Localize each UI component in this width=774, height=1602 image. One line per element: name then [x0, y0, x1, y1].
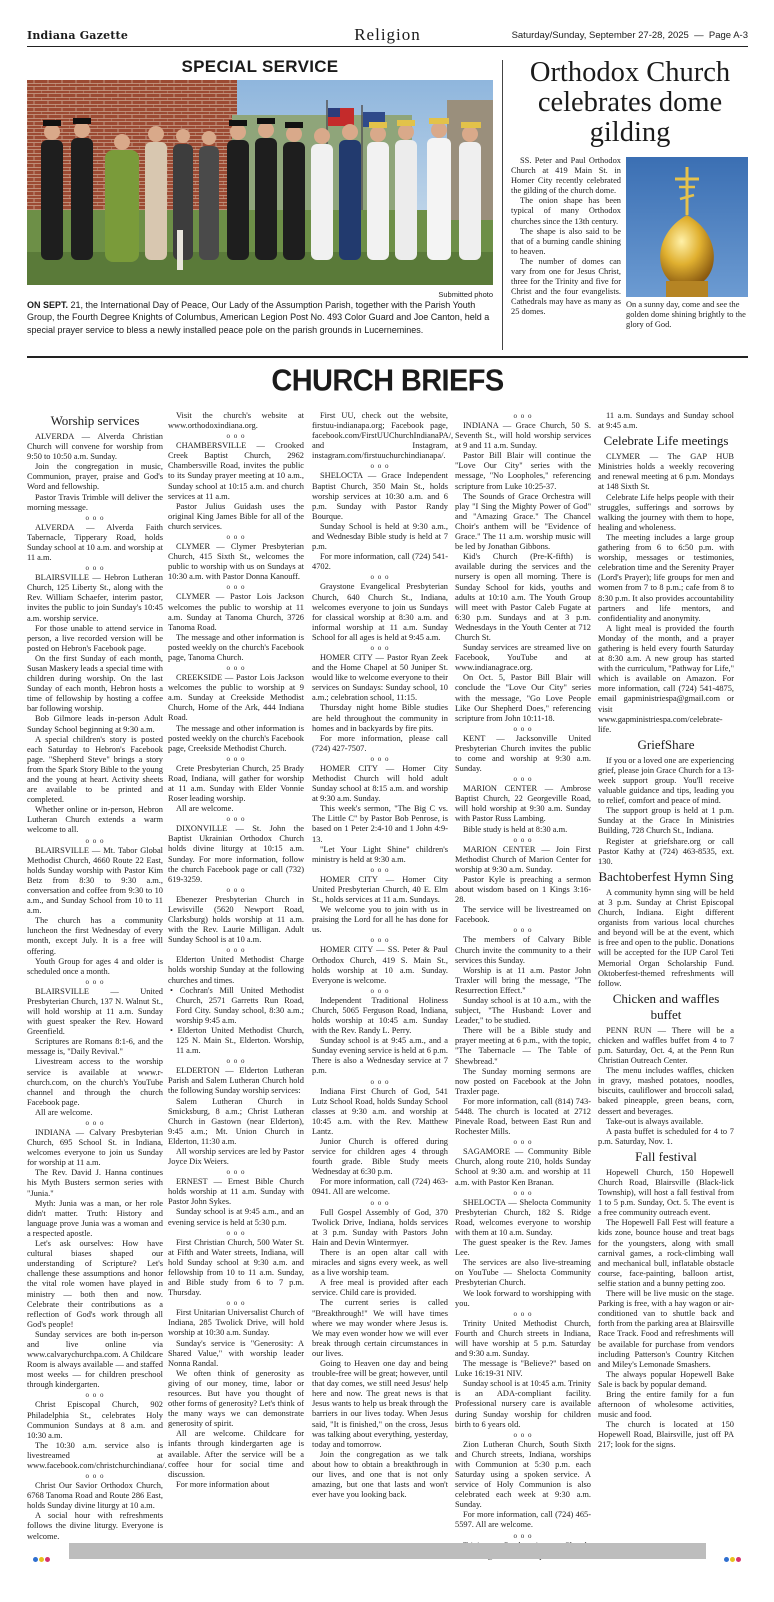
brief-separator: o o o [513, 1430, 533, 1439]
brief-separator: o o o [226, 815, 246, 824]
brief-paragraph: Sunday School is held at 9:30 a.m., and Wednesday Bible study is held at 7 p.m. [312, 521, 448, 552]
brief-paragraph: There will be live music on the stage. Parking is free, with a hay wagon or air-conditioned van to shuttle back and forth from the parking area at Blairsville Race Track. Food and refreshments will be available for purchase from vendors including Patterson's Country Kitchen and Miley's Lemonade Smashers. [598, 1289, 734, 1369]
brief-paragraph: Take-out is always available. [606, 1116, 704, 1126]
brief-paragraph: Sunday's service is "Generosity: A Shared Value," with worship leader Nonna Randal. [168, 1338, 304, 1368]
brief-paragraph: The message and other information is posted weekly on the church's Facebook page, Tanoma Church. [168, 632, 304, 662]
brief-separator: o o o [85, 836, 105, 845]
brief-paragraph: ALVERDA — Alverda Faith Tabernacle, Tipperary Road, holds Sunday school at 10 a.m. and worship at 11 a.m. [27, 522, 163, 563]
brief-paragraph: Register at griefshare.org or call Pastor Kathy at (724) 463-8535, ext. 130. [598, 836, 734, 866]
brief-paragraph: Ebenezer Presbyterian Church in Lewisville (5620 Newport Road, Clarksburg) holds worship at 11 a.m. with the Rev. Laurie Milligan. Adult Sunday School is at 10 a.m. [168, 894, 304, 945]
brief-paragraph: All are welcome. [176, 804, 234, 814]
section-divider [27, 356, 748, 358]
brief-separator: o o o [85, 564, 105, 573]
brief-subheading: Fall festival [635, 1148, 697, 1164]
brief-paragraph: Scriptures are Romans 8:1-6, and the message is, "Daily Revival." [27, 1037, 163, 1057]
brief-paragraph: The always popular Hopewell Bake Sale is back by popular demand. [598, 1369, 734, 1389]
registration-dot [724, 1557, 729, 1562]
brief-paragraph: The support group is held at 1 p.m. Sunday at the Grace In Ministries Building, 728 Church St., Indiana. [598, 806, 734, 836]
brief-paragraph: Celebrate Life helps people with their struggles, sufferings and sorrows by walking the journey with them to hope, healing and wholeness. [598, 492, 734, 532]
page-number: Page A-3 [708, 30, 748, 41]
masthead [27, 25, 748, 47]
brief-paragraph: Zion Lutheran Church, South Sixth and Church streets, Indiana, worships with Communion at 5:30 p.m. each Saturday using a spoken service. A service of Holy Communion is also celebrated each week at 9:30 a.m. Sunday. [455, 1439, 591, 1510]
brief-paragraph: First Unitarian Universalist Church of Indiana, 285 Twolick Drive, will hold worship at 10:30 a.m. Sunday. [168, 1308, 304, 1338]
brief-paragraph: The menu includes waffles, chicken in gravy, mashed potatoes, noodles, biscuits, cauliflower and broccoli salad, baked pineapple, green beans, corn, dessert and beverages. [598, 1066, 734, 1116]
brief-paragraph: SHELOCTA — Grace Independent Baptist Church, 350 Main St., holds worship services at 10:30 a.m. and 6 p.m. Sunday with Pastor Randy Bourque. [312, 471, 448, 521]
brief-paragraph: Sunday services are streamed live on Facebook, YouTube and at www.indianagrace.org. [455, 643, 591, 673]
brief-paragraph: 11 a.m. Sundays and Sunday school at 9:45 a.m. [598, 411, 734, 431]
brief-paragraph: The Rev. David J. Hanna continues his Myth Busters sermon series with "Junia." [27, 1168, 163, 1198]
brief-separator: o o o [226, 885, 246, 894]
brief-paragraph: Let's ask ourselves: How have cultural biases shaped our understanding of Scripture? Let's challenge these assumptions and honor the vital role women have played in ministry — both then and now. Celebrate their contributions as a reflection of God's work through all God's people! [27, 1239, 163, 1329]
brief-paragraph: Sunday school is at 9:45 a.m., and an evening service is held at 5:30 p.m. [168, 1207, 304, 1227]
brief-separator: o o o [370, 754, 390, 763]
brief-paragraph: HOMER CITY — SS. Peter & Paul Orthodox Church, 419 S. Main St., holds worship at 10 a.m. Sunday. Everyone is welcome. [312, 945, 448, 985]
brief-paragraph: Crete Presbyterian Church, 25 Brady Road, Indiana, will gather for worship at 11 a.m. Sunday with Elder Vonnie Roser leading worship. [168, 763, 304, 804]
group-photo [27, 80, 493, 285]
brief-paragraph: KENT — Jacksonville United Presbyterian Church invites the public to come and worship at 9:30 a.m. Sunday. [455, 733, 591, 774]
briefs-column-4 [455, 411, 591, 1540]
orthodox-headline: Orthodox Church celebrates dome gilding [529, 57, 731, 148]
brief-paragraph: INDIANA — Calvary Presbyterian Church, 695 School St. in Indiana, welcomes everyone to join us Sunday for worship at 11 a.m. [27, 1128, 163, 1168]
brief-paragraph: A pasta buffet is scheduled for 4 to 7 p.m. Saturday, Nov. 1. [598, 1126, 734, 1146]
brief-subheading: GriefShare [637, 736, 695, 752]
brief-paragraph: A social hour with refreshments follows the divine liturgy. Everyone is welcome. [27, 1511, 163, 1541]
story-paragraph: The onion shape has been typical of many Orthodox churches since the 13th century. [511, 196, 621, 226]
registration-dot [736, 1557, 741, 1562]
brief-paragraph: For more information, call (724) 465-5597. All are welcome. [455, 1510, 591, 1530]
footer-bar [69, 1543, 706, 1559]
brief-paragraph: The Sunday morning sermons are now posted on Facebook at the John Traxler page. [455, 1066, 591, 1096]
brief-paragraph: HOMER CITY — Pastor Ryan Zeek and the Home Chapel at 50 Juniper St. would like to welcome everyone to their services on Sundays: Sunday school, 10 a.m.; celebration school, 11:15. [312, 652, 448, 703]
brief-paragraph: Indiana First Church of God, 541 Lutz School Road, holds Sunday School classes at 9:30 a.m. and worship at 10:45 a.m. with the Rev. Matthew Lantz. [312, 1086, 448, 1136]
brief-paragraph: Sunday services are both in-person and live online via www.calvarychurchpa.com. A Childcare Room is always available — and staffed most weeks — for children preschool through kindergarten. [27, 1329, 163, 1390]
brief-paragraph: This week's sermon, "The Big C vs. The Little C" by Pastor Bob Penrose, is based on 1 Peter 2:4-10 and 1 John 4:9-13. [312, 804, 448, 844]
brief-separator: o o o [226, 1168, 246, 1177]
brief-separator: o o o [513, 724, 533, 733]
brief-paragraph: Trinity United Methodist Church, Fourth and Church streets in Indiana, will have worship at 5 p.m. Saturday and 9:30 a.m. Sunday. [455, 1318, 591, 1358]
brief-separator: o o o [513, 1138, 533, 1147]
brief-paragraph: Christ Our Savior Orthodox Church, 6768 Tanoma Road and Route 286 East, holds Sunday divine liturgy at 10 a.m. [27, 1481, 163, 1511]
brief-paragraph: Pastor Bill Blair will continue the "Love Our City" series with the message, "No Loopholes," referencing scripture from Luke 10:25-37. [455, 451, 591, 491]
story-paragraph: The number of domes can vary from one for Jesus Christ, three for the Trinity and five for Christ and the four evangelists. Cathedrals may have as many as 25 domes. [511, 256, 621, 317]
brief-paragraph: Bring the entire family for a fun afternoon of wholesome activities, music and food. [598, 1389, 734, 1420]
brief-separator: o o o [513, 835, 533, 844]
brief-paragraph: Pastor Kyle is preaching a sermon about wisdom based on 1 Kings 3:16-28. [455, 874, 591, 905]
brief-paragraph: CREEKSIDE — Pastor Lois Jackson welcomes the public to worship at 9 a.m. Sunday at Creekside Methodist Church, Home of the Ark, 444 Indiana Road. [168, 673, 304, 723]
brief-separator: o o o [370, 936, 390, 945]
photo-credit: Submitted photo [438, 290, 493, 299]
brief-paragraph: Worship is at 11 a.m. Pastor John Traxler will bring the message, "The Resurrection Effect." [455, 965, 591, 995]
brief-bullet-item: • Cochran's Mill United Methodist Church, 2571 Garretts Run Road, Ford City. Sunday school, 8:30 a.m.; worship 9:45 a.m. [170, 985, 304, 1025]
brief-paragraph: Pastor Travis Trimble will deliver the morning message. [27, 492, 163, 512]
brief-paragraph: HOMER CITY — Homer City Methodist Church will hold adult Sunday school at 8:15 a.m. and worship at 9:30 a.m. Sunday. [312, 763, 448, 804]
brief-paragraph: BLAIRSVILLE — United Presbyterian Church, 137 N. Walnut St., will hold worship at 11 a.m. Sunday with guest speaker the Rev. Howard Greenfield. [27, 986, 163, 1037]
newspaper-name: Indiana Gazette [27, 29, 129, 42]
brief-paragraph: All are welcome. Childcare for infants through kindergarten age is available. After the service will be a coffee hour for social time and discussion. [168, 1429, 304, 1479]
brief-paragraph: CLYMER — The GAP HUB Ministries holds a weekly recovering and renewal meeting at 6 p.m. Mondays at 148 Sixth St. [598, 452, 734, 492]
brief-separator: o o o [226, 664, 246, 673]
brief-separator: o o o [226, 946, 246, 955]
brief-paragraph: INDIANA — Grace Church, 50 S. Seventh St., will hold worship services at 9 and 11 a.m. Sunday. [455, 421, 591, 451]
brief-paragraph: All are welcome. [35, 1107, 93, 1117]
brief-paragraph: A light meal is provided the fourth Monday of the month, and a prayer gathering is held every fourth Saturday at 8:30 a.m. A new group has started with the curriculum, "Pathway for Life," which is available on Amazon. For more information, call (724) 541-4875, email gapministriespa@gmail.com or visit www.gapministriespa.com/celebrate-life. [598, 623, 734, 734]
brief-separator: o o o [85, 513, 105, 522]
brief-subheading: Bachtoberfest Hymn Sing [598, 868, 734, 884]
brief-paragraph: We welcome you to join with us in praising the Lord for all he has done for us. [312, 905, 448, 935]
brief-paragraph: The guest speaker is the Rev. James Lee. [455, 1238, 591, 1258]
brief-paragraph: The service will be livestreamed on Facebook. [455, 905, 591, 925]
brief-paragraph: Join the congregation as we talk about how to obtain a breakthrough in our lives, and one that is not only amazing, but one that lasts and won't ever have you looking back. [312, 1449, 448, 1500]
brief-separator: o o o [226, 1228, 246, 1237]
special-service-heading: SPECIAL SERVICE [181, 57, 339, 76]
brief-paragraph: Sunday school is at 9:45 a.m., and a Sunday evening service is held at 6 p.m. There is also a Wednesday service at 7 p.m. [312, 1036, 448, 1076]
brief-separator: o o o [226, 583, 246, 592]
brief-paragraph: Full Gospel Assembly of God, 370 Twolick Drive, Indiana, holds services at 3 p.m. Sunday with Pastors John Hain and Devin Wintermyer. [312, 1207, 448, 1247]
page-footer [27, 1542, 748, 1558]
issue-date: Saturday/Sunday, September 27-28, 2025 — Page A-3 [511, 30, 748, 41]
registration-dot [730, 1557, 735, 1562]
registration-dot [33, 1557, 38, 1562]
brief-separator: o o o [226, 1299, 246, 1308]
brief-paragraph: Bob Gilmore leads in-person Adult Sunday School beginning at 9:30 a.m. [27, 714, 163, 734]
brief-separator: o o o [85, 1391, 105, 1400]
brief-paragraph: For more information about [176, 1479, 270, 1489]
photo-caption: ON SEPT. 21, the International Day of Peace, Our Lady of the Assumption Parish, together with the Parish Youth Group, the Fourth Degree Knights of Columbus, American Legion Post No. 493 Color Guard and Joe Canton, held a special prayer service to bless a newly installed peace pole on the parish grounds in Lucernemines. [27, 300, 490, 335]
brief-paragraph: First UU, check out the website, firstuu-indianapa.org; Facebook page, facebook.com/FirstUUChurchIndianaPA/, and Instagram, instagram.com/firstuuchurchindianapa/. [312, 411, 454, 461]
brief-paragraph: Kid's Church (Pre-K-fifth) is available during the services and the nursery is open all morning. There is Sunday School for kids, youths and adults at 10:10 a.m. The Youth Group will meet with Pastor Caleb Fugate at 6:30 p.m. Sundays and at 3 p.m. Wednesdays in the Youth Center at 712 Church St. [455, 552, 591, 642]
briefs-column-1 [27, 413, 167, 1541]
brief-paragraph: The meeting includes a large group gathering from 6 to 6:50 p.m. with worship, messages or testimonies, celebration time and the Serenity Prayer (Lord's Prayer); life groups for men and women from 7 to 8 p.m.; cafe from 8 to 8:30 p.m. It also provides accountability partners and life mentors, and confidentiality and anonymity. [598, 532, 734, 623]
brief-paragraph: For more information, call (814) 743-5448. The church is located at 2712 Pinevale Road, between East Run and Rochester Mills. [455, 1096, 591, 1137]
brief-paragraph: For more information, call (724) 541-4702. [312, 552, 448, 572]
brief-separator: o o o [370, 462, 390, 471]
brief-paragraph: MARION CENTER — Join First Methodist Church of Marion Center for worship at 9:30 a.m. Sunday. [455, 844, 591, 874]
brief-paragraph: Thursday night home Bible studies are held throughout the community in homes and in backyards by fire pits. [312, 703, 448, 733]
brief-separator: o o o [370, 986, 390, 995]
brief-paragraph: Hopewell Church, 150 Hopewell Church Road, Blairsville (Black-lick Township), will host a fall festival from 1 to 5 p.m. Sunday, Oct. 5. The event is a free community outreach event. [598, 1167, 734, 1218]
brief-paragraph: Livestream access to the worship service is available at www.r-church.com, on the church's YouTube channel and through the church Facebook page. [27, 1057, 163, 1107]
brief-subheading: Chicken and waffles buffet [612, 990, 720, 1022]
color-registration-dots [724, 1549, 742, 1567]
brief-separator: o o o [513, 926, 533, 935]
brief-paragraph: First Christian Church, 500 Water St. at Fifth and Water streets, Indiana, will hold Sunday school at 9:30 a.m. and fellowship from 10 to 11 a.m. Sunday, and Bible study from 6 to 7 p.m. Thursday. [168, 1237, 304, 1298]
brief-paragraph: ELDERTON — Elderton Lutheran Parish and Salem Lutheran Church hold the following Sunday worship services: [168, 1066, 304, 1096]
brief-paragraph: The current series is called "Breakthrough!" We will have times where we may wonder where Jesus is. We may even wonder how we will ever break through certain circumstances in our lives. [312, 1298, 448, 1358]
brief-paragraph: Junior Church is offered during service for children ages 4 through fourth grade. Bible Study meets Wednesday at 6:30 p.m. [312, 1137, 448, 1177]
brief-separator: o o o [226, 754, 246, 763]
brief-paragraph: Whether online or in-person, Hebron Lutheran Church extends a warm welcome to all. [27, 805, 163, 835]
brief-paragraph: A free meal is provided after each service. Child care is provided. [312, 1278, 448, 1298]
brief-paragraph: Join the congregation in music, Communion, prayer, praise and God's Word and fellowship. [27, 462, 163, 492]
brief-separator: o o o [226, 533, 246, 542]
column-divider [502, 60, 503, 350]
brief-separator: o o o [85, 977, 105, 986]
brief-paragraph: There will be a Bible study and prayer meeting at 6 p.m., with the topic, "The Tabernacle — The Table of Shewbread." [455, 1026, 591, 1066]
story-paragraph: The shape is also said to be that of a burning candle shining to heaven. [511, 226, 621, 256]
section-title: Religion [354, 25, 421, 44]
orthodox-story-body [511, 156, 621, 318]
registration-dot [39, 1557, 44, 1562]
brief-paragraph: There is an open altar call with miracles and signs every week, as well as a live worship team. [312, 1247, 448, 1278]
brief-paragraph: CLYMER — Pastor Lois Jackson welcomes the public to worship at 11 a.m. Sunday at Tanoma Church, 3726 Tanoma Road. [168, 592, 304, 632]
brief-paragraph: HOMER CITY — Homer City United Presbyterian Church, 40 E. Elm St., holds services at 11 a.m. Sundays. [312, 874, 448, 905]
brief-paragraph: Going to Heaven one day and being trouble-free will be great; however, until that day comes, we still need Jesus' help here and now. The great news is that Jesus wants to help us break through the barriers in our lives today. When Jesus said, "It is finished," on the cross, Jesus was talking about everything, yesterday, today and tomorrow. [312, 1358, 448, 1449]
golden-dome-photo [626, 157, 748, 297]
brief-paragraph: On Oct. 5, Pastor Bill Blair will conclude the "Love Our City" series with the message, "Go Love People Like Our Shepherd Does," referencing scripture from John 10:11-18. [455, 673, 591, 723]
briefs-column-3 [312, 411, 454, 1526]
brief-paragraph: SHELOCTA — Shelocta Community Presbyterian Church, 182 S. Ridge Road, welcomes everyone to worship with them at 10 a.m. Sunday. [455, 1197, 591, 1237]
brief-paragraph: MARION CENTER — Ambrose Baptist Church, 22 Georgeville Road, will hold worship at 9:30 a.m. Sunday with Pastor Russ Lambing. [455, 784, 591, 824]
brief-paragraph: For more information, please call (724) 427-7507. [312, 733, 448, 753]
brief-paragraph: BLAIRSVILLE — Mt. Tabor Global Methodist Church, 4660 Route 22 East, holds Sunday worship with Pastor Kim Betz from 8:30 to 9:30 a.m., conversation and coffee from 9:30 to 10 a.m., and Sunday School from 10 to 11 a.m. [27, 845, 163, 916]
brief-paragraph: DIXONVILLE — St. John the Baptist Ukrainian Orthodox Church holds divine liturgy at 10:15 a.m. Sunday. For more information, follow the church Facebook page or call (732) 619-3259. [168, 824, 304, 884]
brief-separator: o o o [226, 432, 246, 441]
brief-paragraph: BLAIRSVILLE — Hebron Lutheran Church, 125 Liberty St., along with the Rev. William Schaefer, interim pastor, invites the public to join Sunday's 10:45 a.m. worship service. [27, 573, 163, 623]
brief-separator: o o o [370, 573, 390, 582]
brief-paragraph: All worship services are led by Pastor Joyce Dix Weiers. [168, 1147, 304, 1167]
brief-subheading: Worship services [50, 413, 140, 428]
brief-paragraph: PENN RUN — There will be a chicken and waffles buffet from 4 to 7 p.m. Saturday, Oct. 4, at the Penn Run Christian Outreach Center. [598, 1025, 734, 1066]
brief-paragraph: The services are also live-streaming on YouTube — Shelocta Community Presbyterian Church. [455, 1258, 591, 1288]
brief-paragraph: Sunday school is at 10 a.m., with the subject, "The Husband: Lover and Leader," to be studied. [455, 995, 591, 1026]
brief-separator: o o o [370, 643, 390, 652]
brief-paragraph: The Sounds of Grace Orchestra will play "I Sing the Mighty Power of God" and "Amazing Grace." The Chancel Choir's anthem will be "Evidence of Grace." The 11 a.m. worship music will be led by Jonathan Gibbons. [455, 491, 591, 552]
brief-paragraph: SAGAMORE — Community Bible Church, along route 210, holds Sunday School at 9:30 a.m. and worship at 11 a.m. with Pastor Ken Branan. [455, 1147, 591, 1187]
briefs-column-5 [598, 411, 734, 1526]
brief-bullet-item: • Elderton United Methodist Church, 125 N. Main St., Elderton. Worship, 11 a.m. [170, 1025, 304, 1056]
brief-paragraph: Sunday school is at 10:45 a.m. Trinity is an ADA-compliant facility. Professional nursery care is available during Sunday worship for children birth to 6 years old. [455, 1379, 591, 1429]
brief-separator: o o o [513, 1531, 533, 1540]
brief-paragraph: CLYMER — Clymer Presbyterian Church, 415 Sixth St., welcomes the public to worship with us on Sundays at 10:30 a.m. with Pastor Donna Kanouff. [168, 542, 304, 582]
brief-paragraph: For more information, call (724) 463-0941. All are welcome. [312, 1177, 448, 1197]
brief-paragraph: The message is "Believe?" based on Luke 16:19-31 NIV. [455, 1359, 591, 1379]
brief-paragraph: Salem Lutheran Church in Smicksburg, 8 a.m.; Christ Lutheran Church in Gastown (near Elderton), 9:45 a.m.; Mt. Union Church in Elderton, 11:30 a.m. [168, 1096, 304, 1146]
brief-separator: o o o [85, 1472, 105, 1481]
brief-paragraph: A community hymn sing will be held at 3 p.m. Sunday at Christ Episcopal Church, Indiana. Eight different organists from various local churches and beyond will be at the event, which is free and open to the public. Donations will be accepted for the IUP Carol Teti Memorial Organ Scholarship Fund. Oktoberfest-themed refreshments will follow. [598, 887, 734, 988]
brief-separator: o o o [370, 1198, 390, 1207]
brief-paragraph: We look forward to worshipping with you. [455, 1288, 591, 1308]
brief-separator: o o o [513, 1188, 533, 1197]
brief-paragraph: "Let Your Light Shine" children's ministry is held at 9:30 a.m. [312, 844, 448, 864]
brief-paragraph: Independent Traditional Holiness Church, 5065 Ferguson Road, Indiana, holds worship at 10:45 a.m. Sunday with the Rev. Randy L. Perry. [312, 995, 448, 1036]
brief-paragraph: Visit the church's website at www.orthodoxindiana.org. [168, 411, 304, 431]
registration-dot [45, 1557, 50, 1562]
brief-paragraph: Pastor Julius Guidash uses the original King James Bible for all of the church services. [168, 501, 304, 531]
brief-separator: o o o [513, 775, 533, 784]
brief-paragraph: On the first Sunday of each month, Susan Maskery leads a special time with children during worship. On the last Sunday of each month, Hebron hosts a time of fellowship by hosting a coffee bar following worship. [27, 653, 163, 714]
brief-separator: o o o [513, 412, 533, 420]
brief-paragraph: Christ Episcopal Church, 902 Philadelphia St., celebrates Holy Communion Sundays at 8 a.m. and 10:30 a.m. [27, 1400, 163, 1440]
brief-paragraph: ALVERDA — Alverda Christian Church will convene for worship from 9:50 to 10:50 a.m. Sunday. [27, 432, 163, 462]
brief-paragraph: Graystone Evangelical Presbyterian Church, 640 Church St., Indiana, welcomes everyone to join us Sundays for classical worship at 8:30 a.m. and informal worship at 11 a.m. Sunday School for all ages is held at 9:45 a.m. [312, 582, 448, 642]
brief-paragraph: Elderton United Methodist Charge holds worship Sunday at the following churches and times. [168, 955, 304, 985]
brief-separator: o o o [370, 1077, 390, 1086]
brief-separator: o o o [85, 1119, 105, 1127]
brief-paragraph: We often think of generosity as giving of our money, time, labor or resources. But have you thought of other forms of generosity? Let's think of the many ways we can demonstrate generosity of spirit. [168, 1368, 304, 1429]
color-registration-dots [33, 1549, 51, 1567]
brief-paragraph: The message and other information is posted weekly on the church's Facebook page, Creekside Methodist Church. [168, 723, 304, 753]
brief-paragraph: The 10:30 a.m. service also is livestreamed at www.facebook.com/christchurchindiana/. [27, 1440, 167, 1470]
brief-paragraph: Bible study is held at 8:30 a.m. [463, 824, 568, 834]
brief-paragraph: Myth: Junia was a man, or her role didn't matter. Truth: History and language prove Junia was a woman and a respected apostle. [27, 1198, 163, 1238]
brief-separator: o o o [226, 1057, 246, 1066]
briefs-column-2 [168, 411, 304, 1526]
brief-paragraph: Youth Group for ages 4 and older is scheduled once a month. [27, 956, 163, 976]
brief-paragraph: The church is located at 150 Hopewell Road, Blairsville, just off PA 217; look for the signs. [598, 1420, 734, 1450]
brief-paragraph: For those unable to attend service in person, a live recorded version will be posted on Hebron's Facebook page. [27, 623, 163, 653]
brief-paragraph: The Hopewell Fall Fest will feature a kids zone, bounce house and treat bags for the youngsters, along with small carnival games, a rock-climbing wall and mechanical bull, inflatable obstacle course, face-painting, balloon artist, selfie station and a bunny petting zoo. [598, 1218, 734, 1288]
brief-paragraph: If you or a loved one are experiencing grief, please join Grace Church for a 13-week support group. You'll receive valuable guidance and tips, leading you to relief, comfort and peace of mind. [598, 755, 734, 806]
brief-subheading: Celebrate Life meetings [603, 433, 729, 449]
church-briefs-heading: CHURCH BRIEFS [271, 364, 504, 398]
brief-paragraph: The church has a community luncheon the first Wednesday of every month, except July. It is a free will offering. [27, 916, 163, 956]
story-paragraph: SS. Peter and Paul Orthodox Church at 419 Main St. in Homer City recently celebrated the gilding of the church dome. [511, 156, 621, 196]
brief-paragraph: CHAMBERSVILLE — Crooked Creek Baptist Church, 2962 Chambersville Road, invites the public to its Sunday prayer meeting at 10 a.m., Sunday school at 10:15 a.m. and church services at 11 a.m. [168, 441, 304, 501]
brief-paragraph: ERNEST — Ernest Bible Church holds worship at 11 a.m. Sunday with Pastor John Sykes. [168, 1177, 304, 1207]
brief-separator: o o o [513, 1309, 533, 1318]
brief-paragraph: The members of Calvary Bible Church invite the community to a their services this Sunday. [455, 935, 591, 965]
brief-paragraph: A special children's story is posted each Saturday to Hebron's Facebook page. "Shepherd Steve" brings a story from the Spark Story Bible to the young and the young at heart. Activity sheets are available to be printed and completed. [27, 734, 163, 805]
brief-separator: o o o [370, 865, 390, 874]
dome-photo-caption: On a sunny day, come and see the golden dome shining brightly to the glory of God. [626, 300, 746, 330]
